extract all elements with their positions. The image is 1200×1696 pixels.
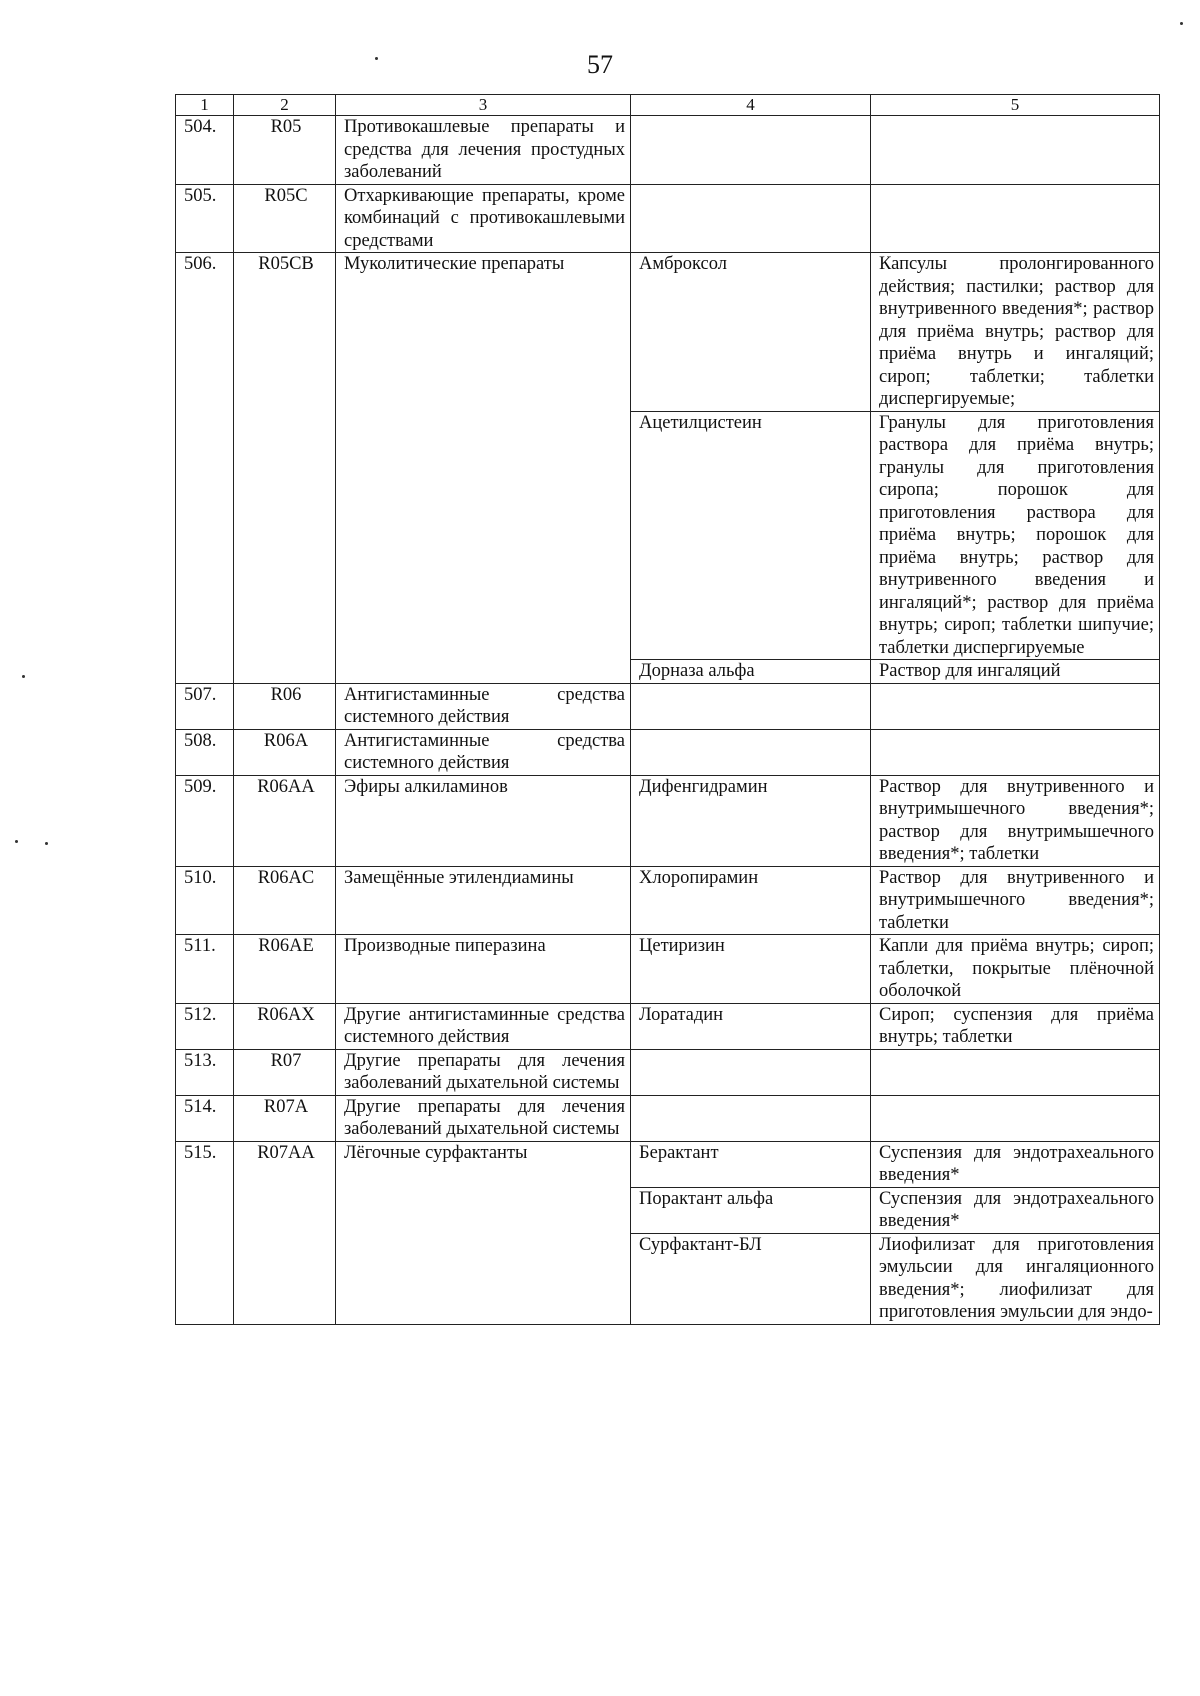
table-row bbox=[176, 1049, 1160, 1095]
page-number: 57 bbox=[587, 50, 613, 79]
dosage-form: Гранулы для приготовления раствора для приёма внутрь; гранулы для приготовления сиропа; порошок для приготовления раствора для приёма внутрь; порошок для приёма внутрь; раствор для внутривенного введения и ингаляций*; раствор для приёма внутрь; сироп; таблетки шипучие; таблетки диспергируемые bbox=[871, 411, 1160, 660]
scan-speck bbox=[1180, 22, 1183, 25]
drug-name bbox=[631, 1095, 871, 1141]
scan-speck bbox=[375, 57, 378, 60]
drug-name: Дифенгидрамин bbox=[631, 775, 871, 866]
dosage-form bbox=[871, 729, 1160, 775]
group-name: Антигистаминные средства системного действия bbox=[336, 729, 631, 775]
table-body bbox=[176, 116, 1160, 1325]
group-name: Муколитические препараты bbox=[336, 253, 631, 684]
dosage-form: Раствор для ингаляций bbox=[871, 660, 1160, 684]
row-number: 511. bbox=[176, 935, 234, 1004]
group-name: Противокашлевые препараты и средства для лечения простудных заболеваний bbox=[336, 116, 631, 185]
medication-table bbox=[175, 94, 1160, 1325]
dosage-form bbox=[871, 1049, 1160, 1095]
group-name: Отхаркивающие препараты, кроме комбинаций с противокашлевыми средствами bbox=[336, 184, 631, 253]
atc-code: R06AA bbox=[234, 775, 336, 866]
dosage-form: Сироп; суспензия для приёма внутрь; таблетки bbox=[871, 1003, 1160, 1049]
group-name: Другие препараты для лечения заболеваний дыхательной системы bbox=[336, 1095, 631, 1141]
row-number: 514. bbox=[176, 1095, 234, 1141]
table-row bbox=[176, 253, 1160, 412]
scan-speck bbox=[45, 842, 48, 845]
drug-name: Дорназа альфа bbox=[631, 660, 871, 684]
atc-code: R06AC bbox=[234, 866, 336, 935]
group-name: Другие препараты для лечения заболеваний дыхательной системы bbox=[336, 1049, 631, 1095]
table-row bbox=[176, 683, 1160, 729]
atc-code: R07AA bbox=[234, 1141, 336, 1324]
dosage-form bbox=[871, 1095, 1160, 1141]
table-row bbox=[176, 1003, 1160, 1049]
atc-code: R06AX bbox=[234, 1003, 336, 1049]
dosage-form: Раствор для внутривенного и внутримышечного введения*; таблетки bbox=[871, 866, 1160, 935]
drug-name: Хлоропирамин bbox=[631, 866, 871, 935]
row-number: 513. bbox=[176, 1049, 234, 1095]
row-number: 508. bbox=[176, 729, 234, 775]
drug-name bbox=[631, 1049, 871, 1095]
atc-code: R05C bbox=[234, 184, 336, 253]
group-name: Производные пиперазина bbox=[336, 935, 631, 1004]
table-row bbox=[176, 866, 1160, 935]
row-number: 504. bbox=[176, 116, 234, 185]
group-name: Замещённые этилендиамины bbox=[336, 866, 631, 935]
row-number: 505. bbox=[176, 184, 234, 253]
table-row bbox=[176, 184, 1160, 253]
table-row bbox=[176, 1141, 1160, 1187]
table-row bbox=[176, 729, 1160, 775]
drug-name: Амброксол bbox=[631, 253, 871, 412]
drug-name: Берактант bbox=[631, 1141, 871, 1187]
dosage-form: Капли для приёма внутрь; сироп; таблетки, покрытые плёночной оболочкой bbox=[871, 935, 1160, 1004]
row-number: 509. bbox=[176, 775, 234, 866]
dosage-form bbox=[871, 683, 1160, 729]
drug-name bbox=[631, 683, 871, 729]
drug-name: Ацетилцистеин bbox=[631, 411, 871, 660]
column-header: 2 bbox=[234, 95, 336, 116]
dosage-form: Раствор для внутривенного и внутримышечного введения*; раствор для внутримышечного введения*; таблетки bbox=[871, 775, 1160, 866]
atc-code: R06 bbox=[234, 683, 336, 729]
dosage-form: Суспензия для эндотрахеального введения* bbox=[871, 1187, 1160, 1233]
atc-code: R05 bbox=[234, 116, 336, 185]
dosage-form: Лиофилизат для приготовления эмульсии для ингаляционного введения*; лиофилизат для приготовления эмульсии для эндо- bbox=[871, 1233, 1160, 1324]
scan-speck bbox=[22, 675, 25, 678]
table-row bbox=[176, 1095, 1160, 1141]
table-row bbox=[176, 775, 1160, 866]
drug-name bbox=[631, 116, 871, 185]
group-name: Эфиры алкиламинов bbox=[336, 775, 631, 866]
drug-name: Порактант альфа bbox=[631, 1187, 871, 1233]
header-row bbox=[176, 95, 1160, 116]
table-row bbox=[176, 116, 1160, 185]
row-number: 510. bbox=[176, 866, 234, 935]
atc-code: R07A bbox=[234, 1095, 336, 1141]
drug-name bbox=[631, 729, 871, 775]
group-name: Лёгочные сурфактанты bbox=[336, 1141, 631, 1324]
atc-code: R05CB bbox=[234, 253, 336, 684]
drug-name: Сурфактант-БЛ bbox=[631, 1233, 871, 1324]
table-row bbox=[176, 935, 1160, 1004]
atc-code: R06A bbox=[234, 729, 336, 775]
row-number: 515. bbox=[176, 1141, 234, 1324]
atc-code: R07 bbox=[234, 1049, 336, 1095]
dosage-form bbox=[871, 116, 1160, 185]
drug-name bbox=[631, 184, 871, 253]
group-name: Антигистаминные средства системного действия bbox=[336, 683, 631, 729]
column-header: 3 bbox=[336, 95, 631, 116]
column-header: 4 bbox=[631, 95, 871, 116]
drug-name: Цетиризин bbox=[631, 935, 871, 1004]
dosage-form: Капсулы пролонгированного действия; пастилки; раствор для внутривенного введения*; раствор для приёма внутрь; раствор для приёма внутрь и ингаляций; сироп; таблетки; таблетки диспергируемые; bbox=[871, 253, 1160, 412]
group-name: Другие антигистаминные средства системного действия bbox=[336, 1003, 631, 1049]
column-header: 5 bbox=[871, 95, 1160, 116]
row-number: 507. bbox=[176, 683, 234, 729]
dosage-form bbox=[871, 184, 1160, 253]
dosage-form: Суспензия для эндотрахеального введения* bbox=[871, 1141, 1160, 1187]
scan-speck bbox=[15, 840, 18, 843]
atc-code: R06AE bbox=[234, 935, 336, 1004]
column-header: 1 bbox=[176, 95, 234, 116]
row-number: 512. bbox=[176, 1003, 234, 1049]
drug-name: Лоратадин bbox=[631, 1003, 871, 1049]
row-number: 506. bbox=[176, 253, 234, 684]
